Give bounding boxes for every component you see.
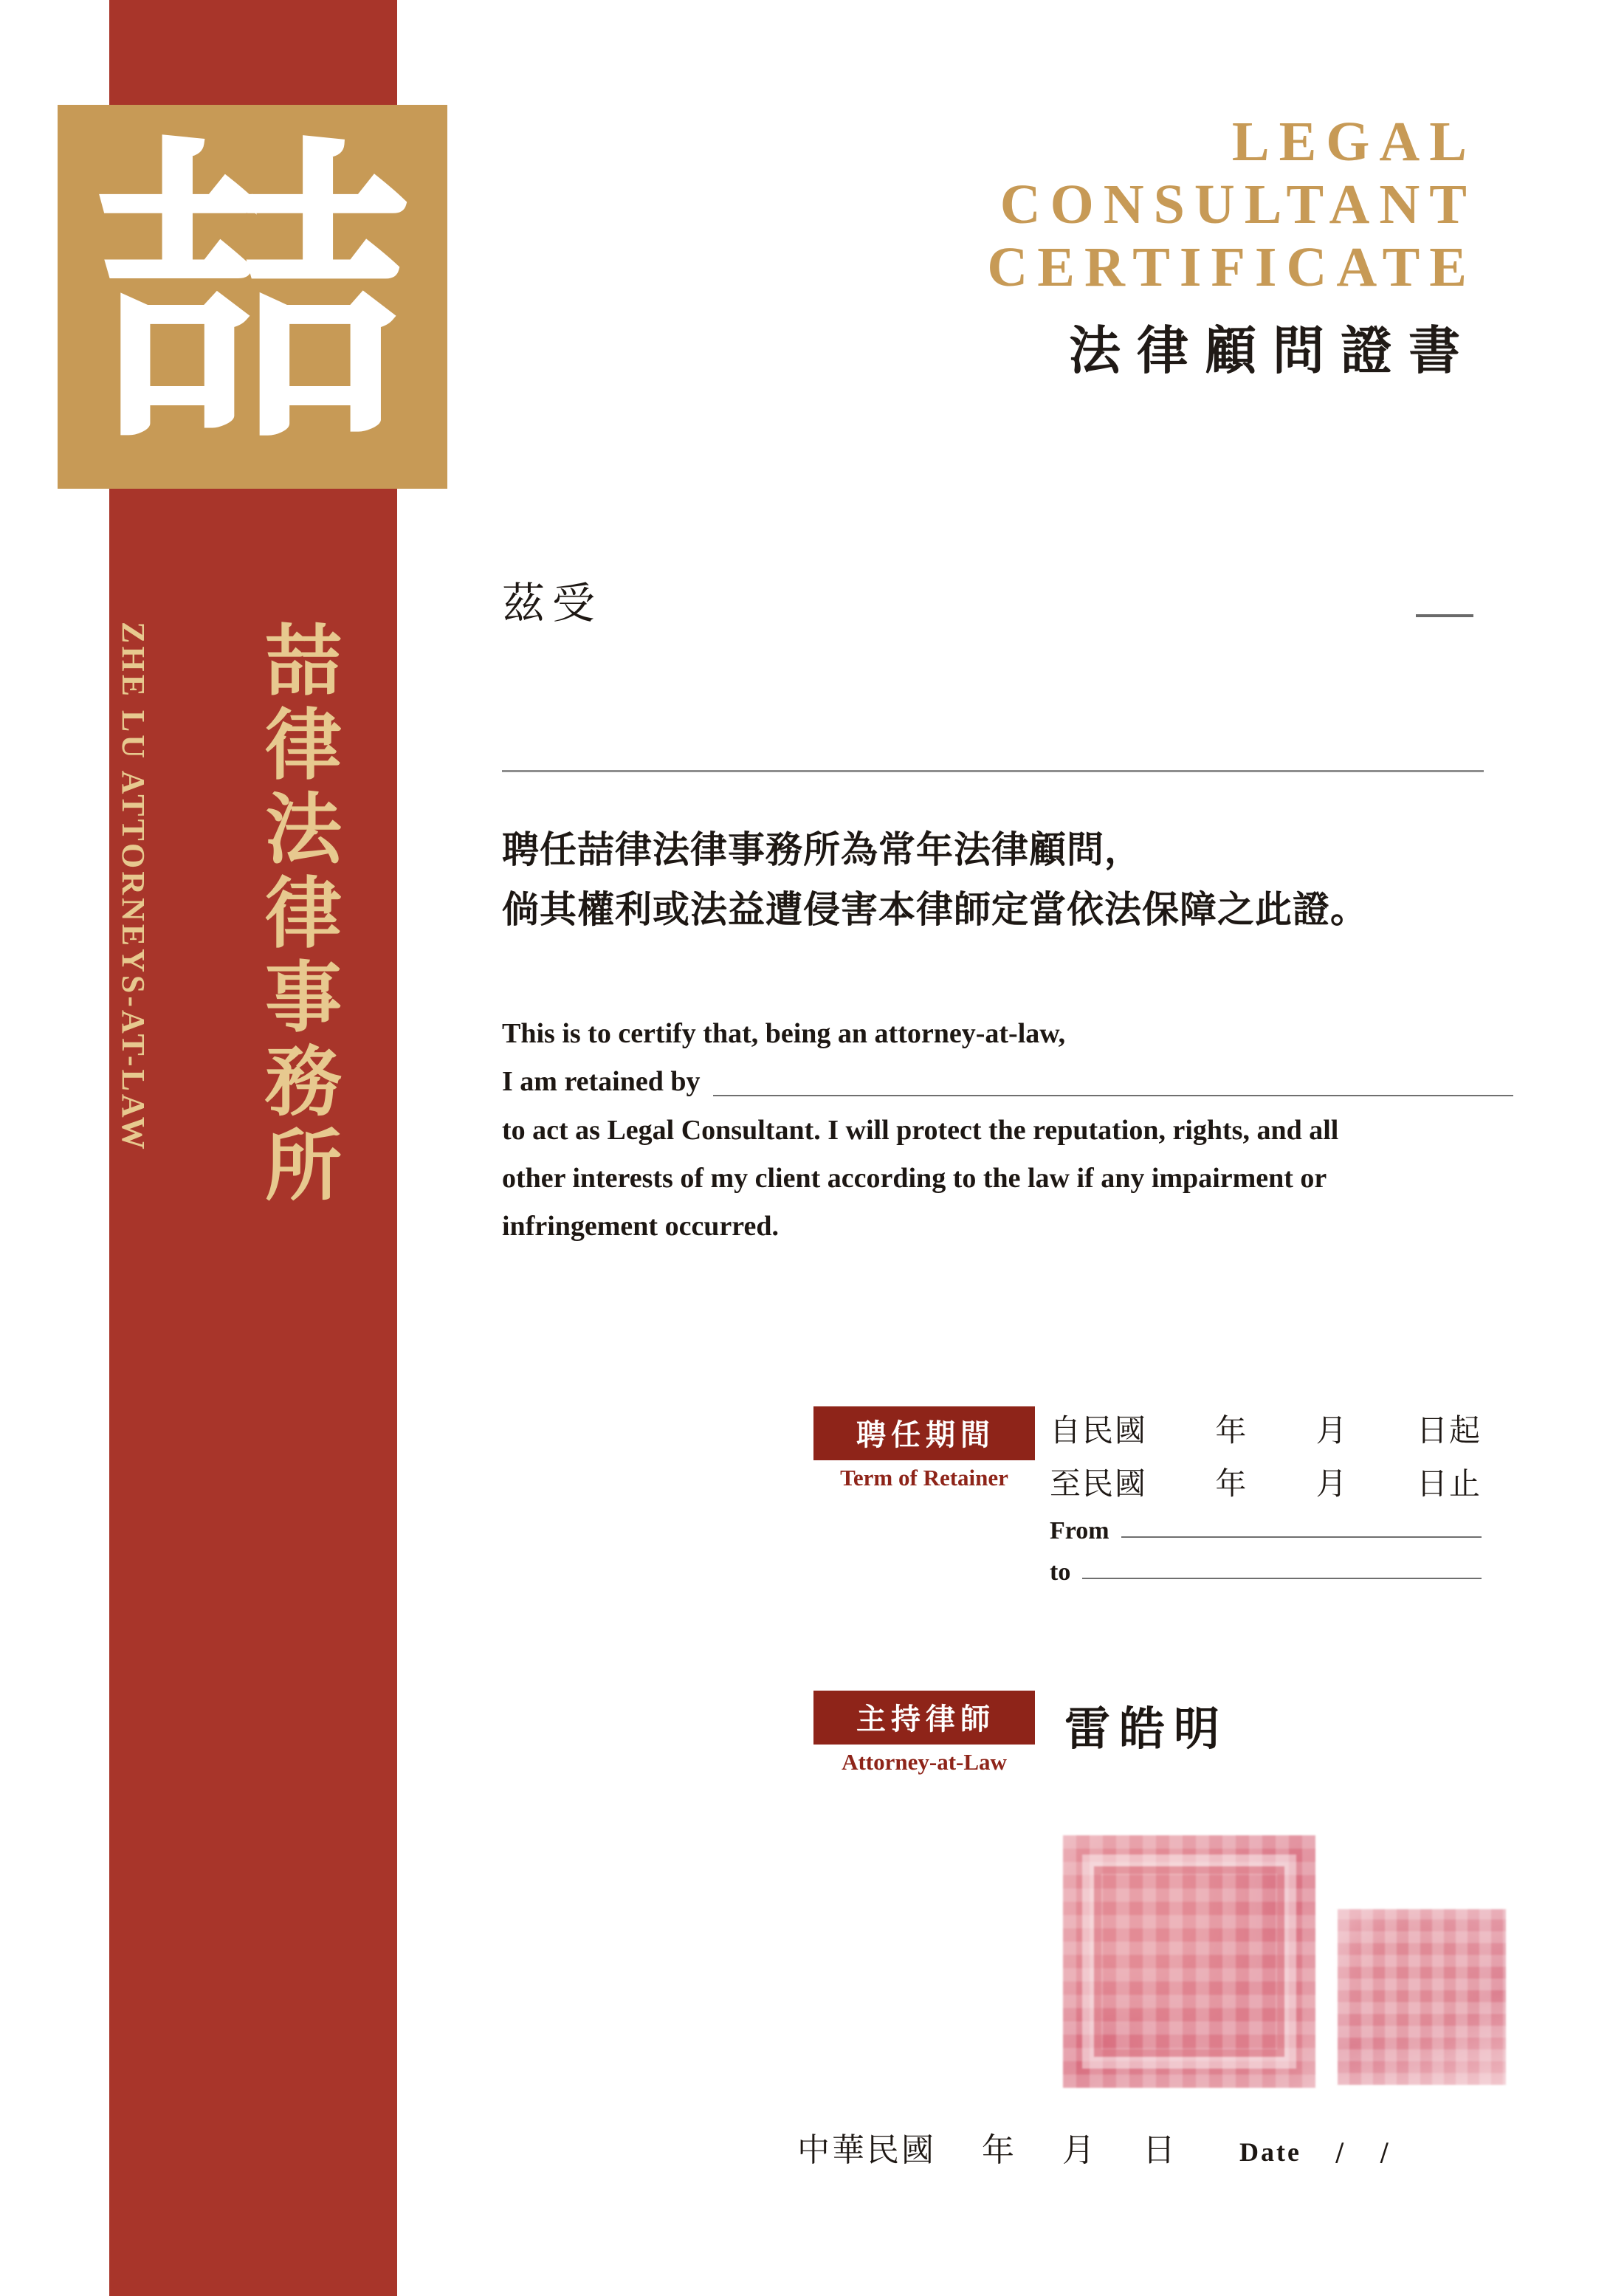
body-english xyxy=(502,1010,1513,1251)
term-cn-from-day: 日起 xyxy=(1416,1412,1482,1448)
firm-name-chinese: 喆律法律事務所 xyxy=(252,620,343,1209)
body-en-line-5: infringement occurred. xyxy=(502,1211,779,1242)
term-cn-from-row xyxy=(1050,1406,1482,1451)
footer-month-unit: 月 xyxy=(1062,2131,1097,2169)
term-en-from-row xyxy=(1050,1517,1482,1545)
term-cn-to-row xyxy=(1050,1460,1482,1504)
certificate-title-block xyxy=(827,111,1476,384)
recipient-label: 茲受 xyxy=(502,578,603,628)
attorney-tag-group xyxy=(813,1691,1035,1776)
body-chinese xyxy=(502,819,1506,939)
term-cn-from-prefix: 自民國 xyxy=(1050,1412,1148,1448)
term-tag-group xyxy=(813,1406,1035,1491)
term-en-to-input-line[interactable] xyxy=(1082,1578,1482,1579)
term-cn-to-prefix: 至民國 xyxy=(1050,1465,1148,1502)
term-tag-english: Term of Retainer xyxy=(840,1465,1008,1491)
attorney-seal-small xyxy=(1338,1909,1506,2085)
firm-name-english: ZHE LU ATTORNEYS-AT-LAW xyxy=(115,622,151,1152)
attorney-name: 雷皓明 xyxy=(1064,1702,1229,1756)
recipient-dash xyxy=(1416,614,1473,617)
term-en-from-label: From xyxy=(1050,1517,1109,1544)
term-en-to-row xyxy=(1050,1558,1482,1587)
footer-date-row xyxy=(797,2123,1506,2170)
body-cn-line-1: 聘任喆律法律事務所為常年法律顧問， xyxy=(502,828,1142,871)
term-cn-to-day: 日止 xyxy=(1416,1465,1482,1502)
footer-date-slash-1: / xyxy=(1335,2138,1346,2168)
term-cn-from-month: 月 xyxy=(1315,1412,1349,1448)
title-chinese: 法律顧問證書 xyxy=(1069,320,1476,382)
retained-by-input-line[interactable] xyxy=(713,1095,1513,1096)
attorney-tag-chinese: 主持律師 xyxy=(813,1691,1035,1745)
footer-year-unit: 年 xyxy=(982,2131,1016,2169)
footer-day-unit: 日 xyxy=(1143,2131,1177,2169)
term-en-to-label: to xyxy=(1050,1558,1071,1586)
firm-seal-large xyxy=(1063,1835,1315,2088)
firm-logo-mark xyxy=(58,105,447,489)
title-line-3: CERTIFICATE xyxy=(987,236,1476,299)
term-cn-to-year: 年 xyxy=(1215,1465,1248,1502)
term-tag-chinese: 聘任期間 xyxy=(813,1406,1035,1460)
body-en-line-3: to act as Legal Consultant. I will protect the reputation, rights, and all xyxy=(502,1114,1339,1146)
term-en-from-input-line[interactable] xyxy=(1121,1536,1482,1538)
title-line-2: CONSULTANT xyxy=(999,173,1476,236)
footer-roc-label: 中華民國 xyxy=(797,2131,936,2169)
retained-by-row xyxy=(502,1058,1513,1106)
attorney-tag-english: Attorney-at-Law xyxy=(842,1749,1007,1775)
recipient-row xyxy=(502,568,1484,628)
term-cn-to-month: 月 xyxy=(1315,1465,1349,1502)
footer-date-slash-2: / xyxy=(1380,2138,1391,2168)
body-en-line-4: other interests of my client according to the law if any impairment or xyxy=(502,1163,1327,1195)
body-en-line-1: This is to certify that, being an attorney-at-law, xyxy=(502,1018,1066,1049)
title-line-1: LEGAL xyxy=(1231,111,1476,173)
term-fields xyxy=(1050,1406,1507,1587)
term-cn-from-year: 年 xyxy=(1215,1412,1248,1448)
body-cn-line-2: 倘其權利或法益遭侵害本律師定當依法保障之此證。 xyxy=(502,887,1368,931)
firm-logo-glyph: 喆 xyxy=(94,112,411,481)
retained-by-label: I am retained by xyxy=(502,1066,701,1098)
recipient-underline xyxy=(502,770,1484,772)
footer-date-label: Date xyxy=(1239,2137,1301,2167)
